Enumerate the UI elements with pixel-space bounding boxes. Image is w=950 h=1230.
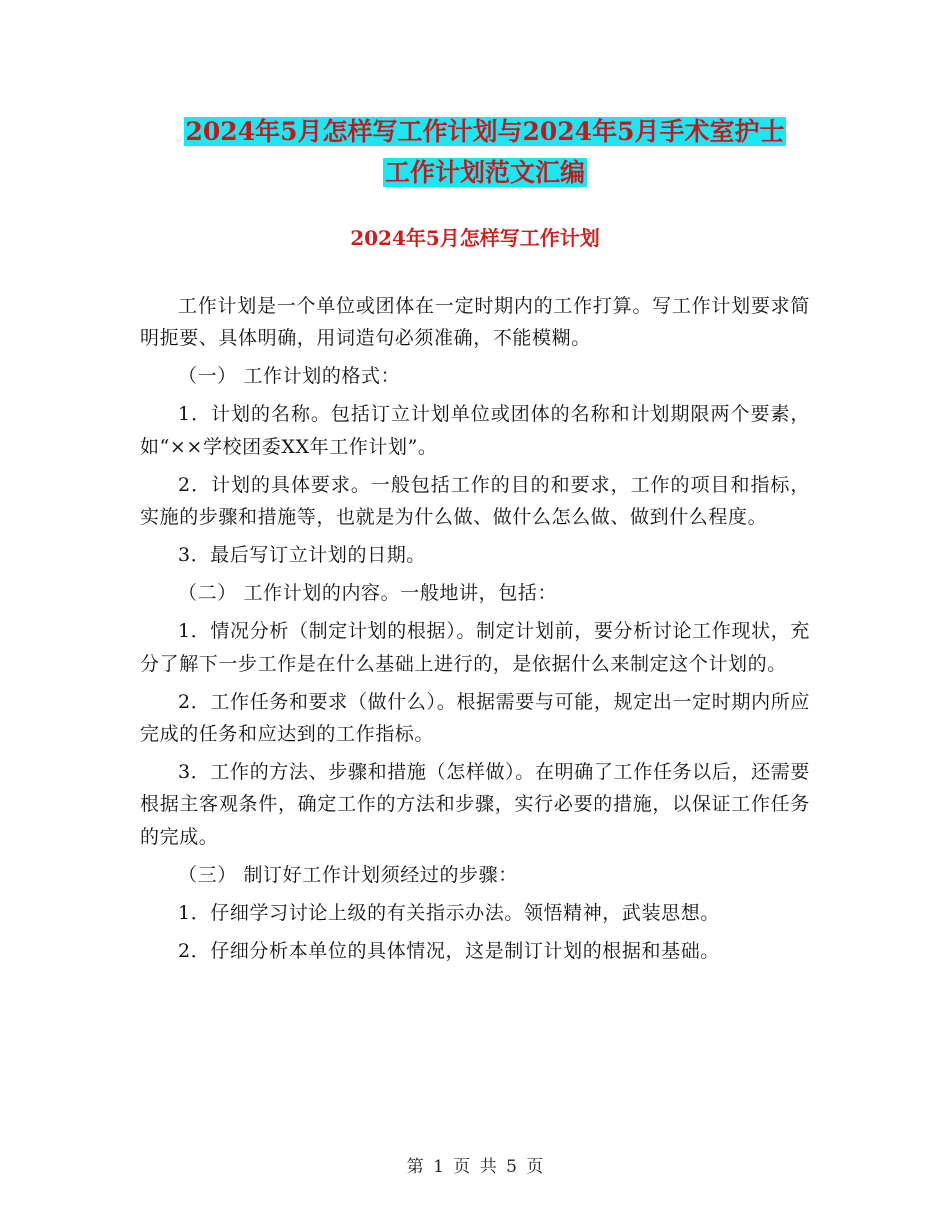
paragraph: （三） 制订好工作计划须经过的步骤： <box>178 863 518 886</box>
paragraph: 1．情况分析（制定计划的根据）。制定计划前，要分析讨论工作现状，充分了解下一步工作是在什么基础上进行的，是依据什么来制定这个计划的。 <box>140 620 810 675</box>
paragraph: 1．计划的名称。包括订立计划单位或团体的名称和计划期限两个要素，如“××学校团委XX年工作计划”。 <box>140 403 810 458</box>
page-footer: 第 1 页 共 5 页 <box>406 1157 544 1177</box>
paragraph: 2．工作任务和要求（做什么）。根据需要与可能，规定出一定时期内所应完成的任务和应达到的工作指标。 <box>140 690 810 746</box>
paragraph: 工作计划是一个单位或团体在一定时期内的工作打算。写工作计划要求简明扼要、具体明确，用词造句必须准确，不能模糊。 <box>140 295 810 350</box>
paragraph: 1．仔细学习讨论上级的有关指示办法。领悟精神，武装思想。 <box>178 901 720 924</box>
section-heading: 2024年5月怎样写工作计划 <box>350 226 600 250</box>
paragraph: （二） 工作计划的内容。一般地讲，包括： <box>178 582 558 605</box>
document-body <box>140 290 810 973</box>
document-title-line-1 <box>140 112 830 152</box>
title-highlight-1: 2024年5月怎样写工作计划与2024年5月手术室护士 <box>185 117 785 146</box>
paragraph: （一） 工作计划的格式： <box>178 365 401 388</box>
document-title-line-2 <box>140 153 830 193</box>
paragraph: 2．计划的具体要求。一般包括工作的目的和要求，工作的项目和指标，实施的步骤和措施等，也就是为什么做、做什么怎么做、做到什么程度。 <box>140 473 810 529</box>
paragraph: 3．工作的方法、步骤和措施（怎样做）。在明确了工作任务以后，还需要根据主客观条件，确定工作的方法和步骤，实行必要的措施，以保证工作任务的完成。 <box>140 761 810 848</box>
title-highlight-2: 工作计划范文汇编 <box>384 158 585 187</box>
paragraph: 3．最后写订立计划的日期。 <box>178 544 426 567</box>
paragraph: 2．仔细分析本单位的具体情况，这是制订计划的根据和基础。 <box>178 939 720 962</box>
